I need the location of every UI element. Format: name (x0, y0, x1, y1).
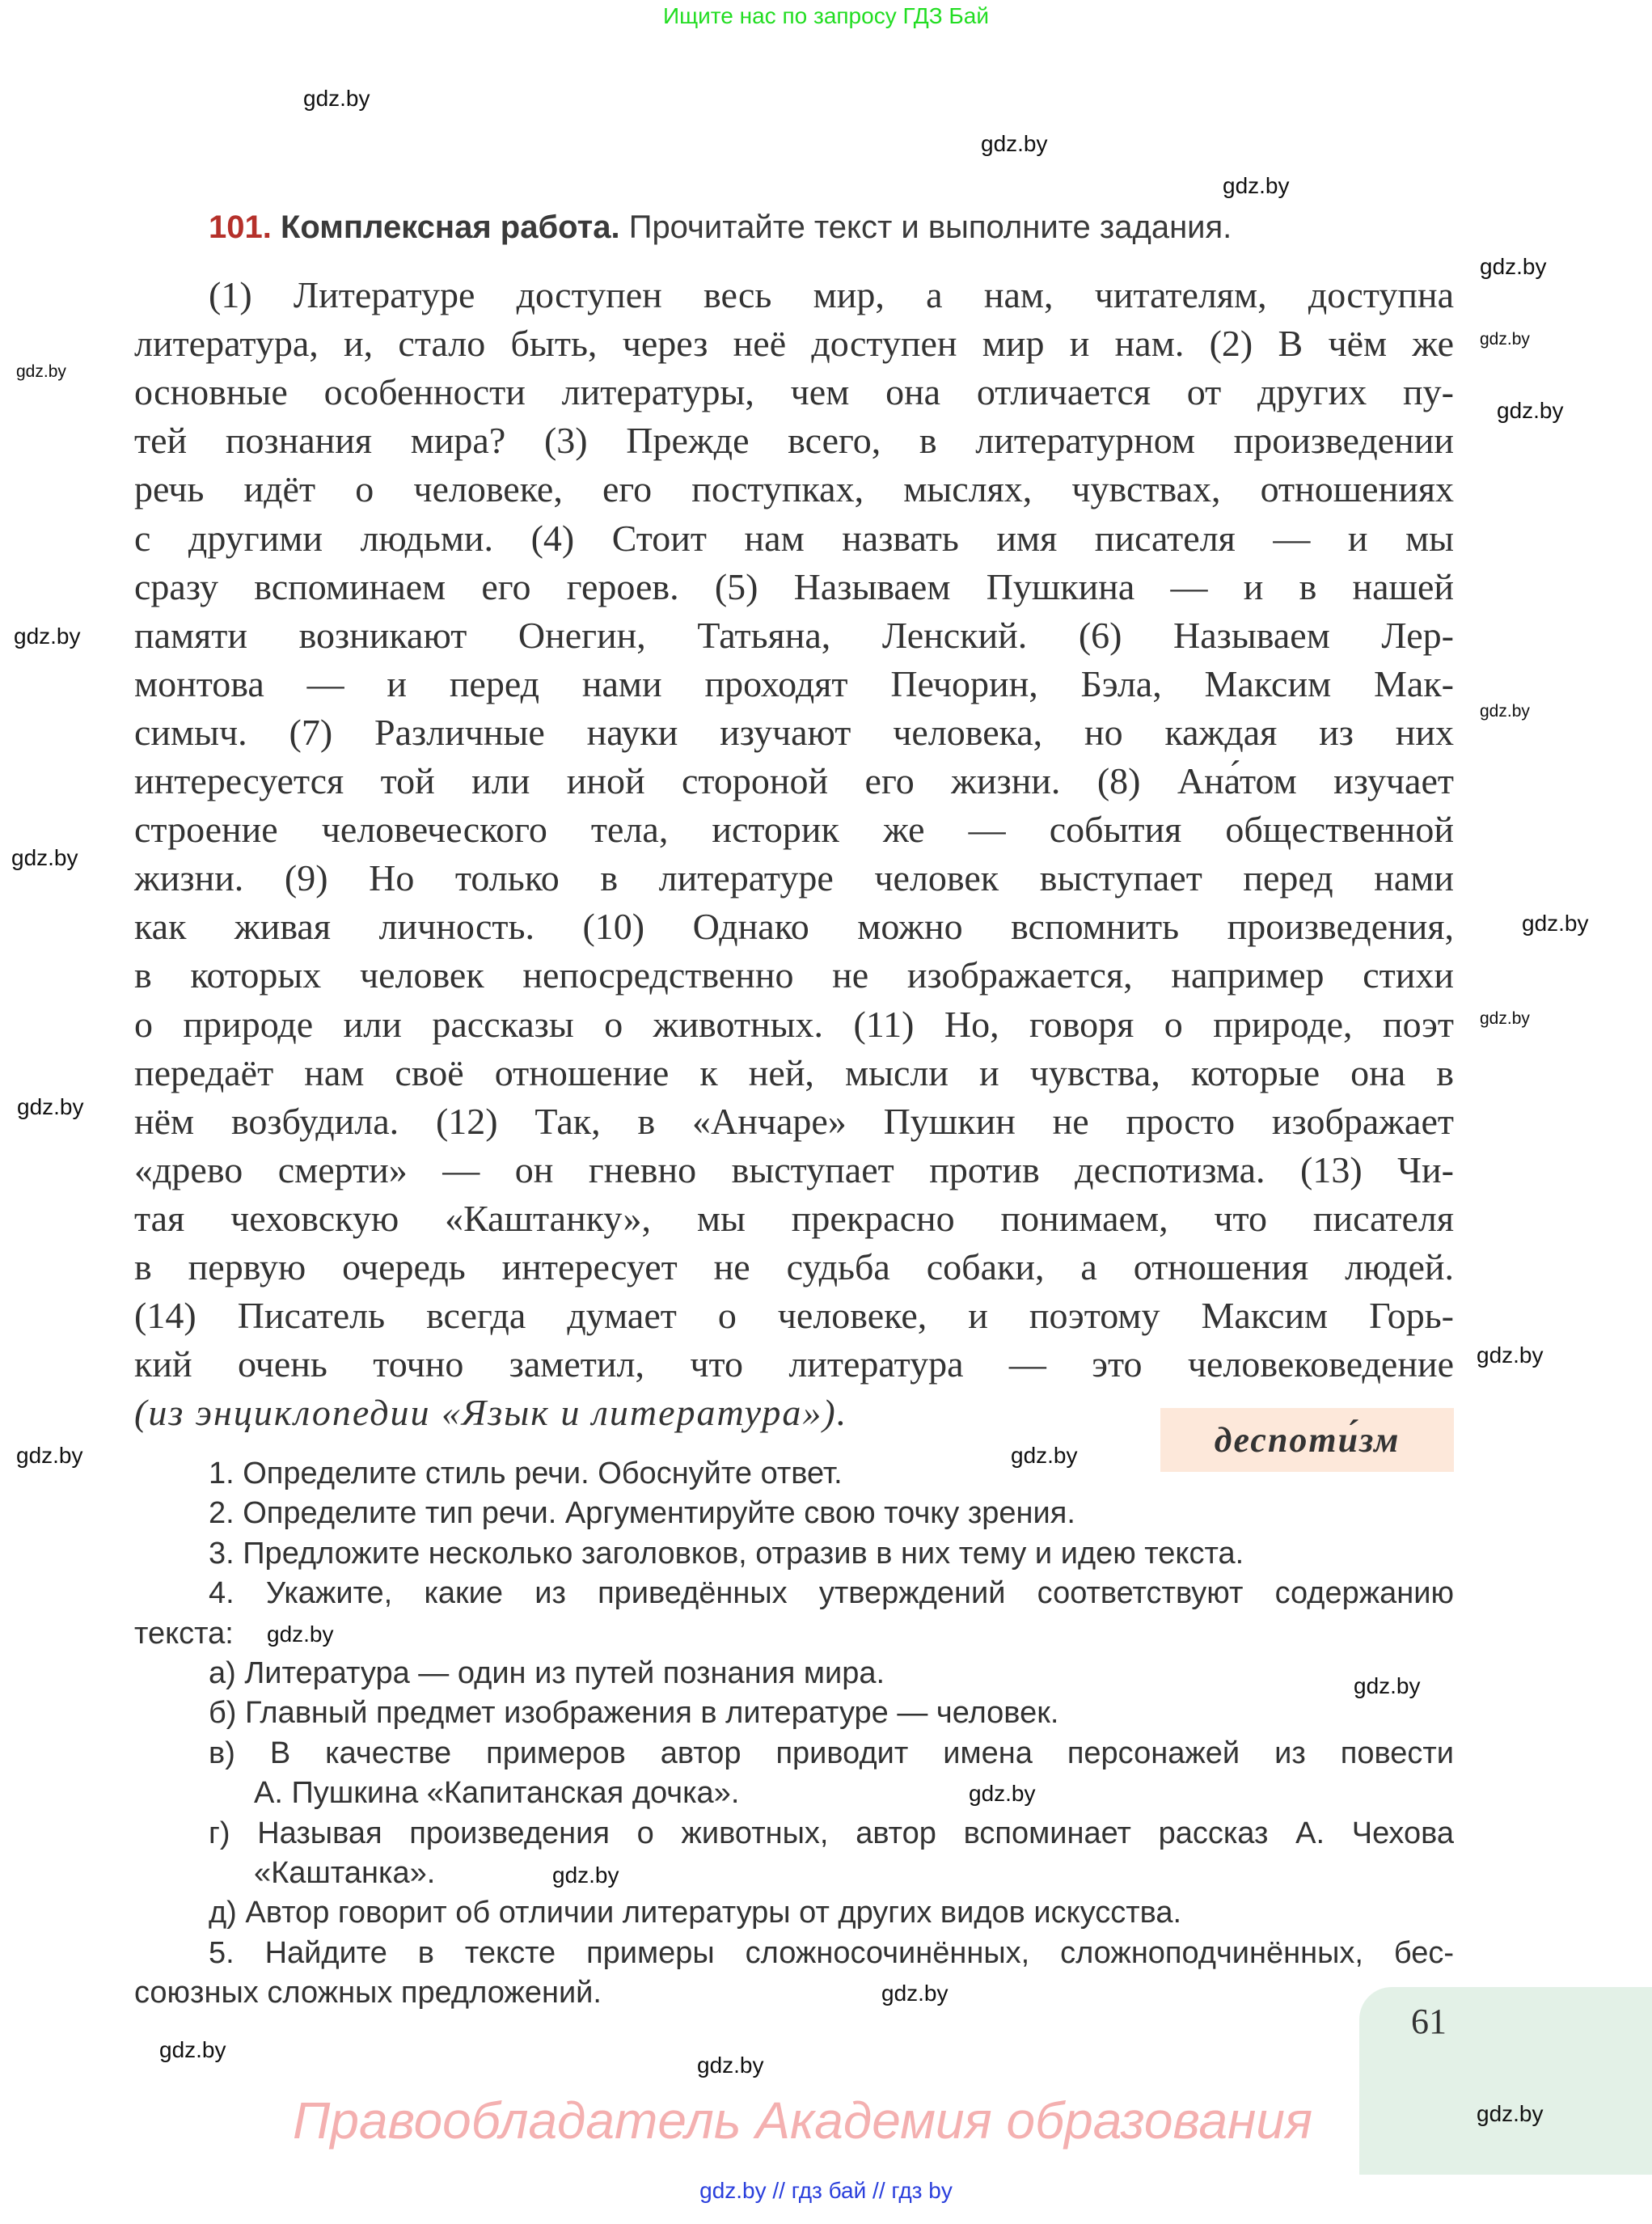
text-line: жизни. (9) Но только в литературе человек выступает перед нами (134, 857, 1454, 899)
vocabulary-term: деспоти́зм (1160, 1408, 1454, 1472)
task-line: текста: (134, 1616, 234, 1651)
page-number-box (1359, 1987, 1652, 2175)
text-line: сразу вспоминаем его героев. (5) Называем Пушкина — и в нашей (134, 565, 1454, 607)
text-line: о природе или рассказы о животных. (11) Но, говоря о природе, поэт (134, 1003, 1454, 1045)
watermark: gdz.by (1011, 1443, 1078, 1468)
text-line: в которых человек непосредственно не изображается, например стихи (134, 954, 1454, 996)
watermark: gdz.by (1223, 173, 1290, 198)
task-line: б) Главный предмет изображения в литературе — человек. (209, 1696, 1059, 1731)
watermark: gdz.by (1480, 330, 1530, 349)
watermark: gdz.by (159, 2037, 226, 2062)
text-line: речь идёт о человеке, его поступках, мыслях, чувствах, отношениях (134, 468, 1454, 510)
watermark: gdz.by (1477, 1342, 1544, 1368)
watermark: gdz.by (16, 1443, 83, 1468)
text-line: (14) Писатель всегда думает о человеке, и поэтому Максим Горь- (134, 1295, 1454, 1337)
watermark: gdz.by (16, 362, 66, 381)
watermark: gdz.by (1522, 911, 1589, 936)
task-line: д) Автор говорит об отличии литературы от других видов искусства. (209, 1896, 1182, 1930)
search-banner: Ищите нас по запросу ГДЗ Бай (662, 3, 990, 28)
exercise-title: Комплексная работа. (280, 209, 620, 245)
text-line: в первую очередь интересует не судьба собаки, а отношения людей. (134, 1246, 1454, 1287)
exercise-number: 101. (209, 209, 272, 245)
task-line: А. Пушкина «Капитанская дочка». (254, 1776, 740, 1811)
exercise-heading (209, 209, 1232, 246)
task-line: 3. Предложите несколько заголовков, отразив в них тему и идею текста. (209, 1536, 1244, 1571)
text-line: кий очень точно заметил, что литература — это человековедение (134, 1343, 1454, 1385)
watermark: gdz.by (697, 2053, 764, 2078)
text-line: литература, и, стало быть, через неё доступен мир и нам. (2) В чём же (134, 323, 1454, 365)
watermark: gdz.by (11, 845, 78, 870)
page-number: 61 (1411, 2002, 1447, 2041)
watermark: gdz.by (552, 1862, 619, 1888)
task-line: в) В качестве примеров автор приводит имена персонажей из повести (209, 1736, 1454, 1770)
text-line: основные особенности литературы, чем она отличается от других пу- (134, 371, 1454, 413)
text-line: памяти возникают Онегин, Татьяна, Ленский. (6) Называем Лер- (134, 614, 1454, 656)
task-line: 1. Определите стиль речи. Обоснуйте ответ. (209, 1457, 843, 1490)
watermark: gdz.by (1480, 702, 1530, 721)
watermark: gdz.by (17, 1094, 84, 1119)
text-line: «древо смерти» — он гневно выступает против деспотизма. (13) Чи- (134, 1148, 1454, 1190)
text-line: тая чеховскую «Каштанку», мы прекрасно понимаем, что писателя (134, 1197, 1454, 1239)
watermark: gdz.by (881, 1981, 949, 2006)
copyright-notice: Правообладатель Академия образования (293, 2091, 1313, 2150)
text-line: монтова — и перед нами проходят Печорин, Бэла, Максим Мак- (134, 662, 1454, 704)
text-line: с другими людьми. (4) Стоит нам назвать имя писателя — и мы (134, 517, 1454, 559)
watermark: gdz.by (1354, 1673, 1421, 1698)
task-line: 5. Найдите в тексте примеры сложносочинённых, сложноподчинённых, бес- (209, 1935, 1454, 1970)
watermark: gdz.by (969, 1781, 1036, 1806)
task-line: а) Литература — один из путей познания мира. (209, 1656, 885, 1690)
watermark: gdz.by (267, 1621, 334, 1647)
text-line: симыч. (7) Различные науки изучают человека, но каждая из них (134, 711, 1454, 753)
exercise-instruction: Прочитайте текст и выполните задания. (628, 209, 1232, 245)
watermark: gdz.by (14, 624, 81, 649)
text-line: интересуется той или иной стороной его жизни. (8) Ана́том изучает (134, 760, 1454, 801)
text-line: передаёт нам своё отношение к ней, мысли и чувства, которые она в (134, 1051, 1454, 1093)
text-line: (из энциклопедии «Язык и литература»). (134, 1392, 848, 1434)
text-line: тей познания мира? (3) Прежде всего, в литературном произведении (134, 420, 1454, 462)
watermark: gdz.by (1497, 398, 1564, 423)
watermark: gdz.by (303, 86, 370, 111)
task-line: г) Называя произведения о животных, автор вспоминает рассказ А. Чехова (209, 1816, 1454, 1850)
watermark: gdz.by (1480, 254, 1547, 279)
watermark: gdz.by (1477, 2101, 1544, 2126)
text-line: как живая личность. (10) Однако можно вспомнить произведения, (134, 906, 1454, 948)
task-line: союзных сложных предложений. (134, 1976, 602, 2010)
text-line: строение человеческого тела, историк же — события общественной (134, 809, 1454, 851)
task-line: «Каштанка». (254, 1856, 436, 1890)
text-line: нём возбудила. (12) Так, в «Анчаре» Пушкин не просто изображает (134, 1100, 1454, 1142)
footer-links[interactable]: gdz.by // гдз бай // гдз by (699, 2178, 953, 2203)
watermark: gdz.by (1480, 1009, 1530, 1028)
task-line: 2. Определите тип речи. Аргументируйте свою точку зрения. (209, 1496, 1075, 1531)
task-line: 4. Укажите, какие из приведённых утверждений соответствуют содержанию (209, 1576, 1454, 1611)
text-line: (1) Литературе доступен весь мир, а нам, читателям, доступна (209, 274, 1454, 315)
watermark: gdz.by (981, 131, 1048, 156)
